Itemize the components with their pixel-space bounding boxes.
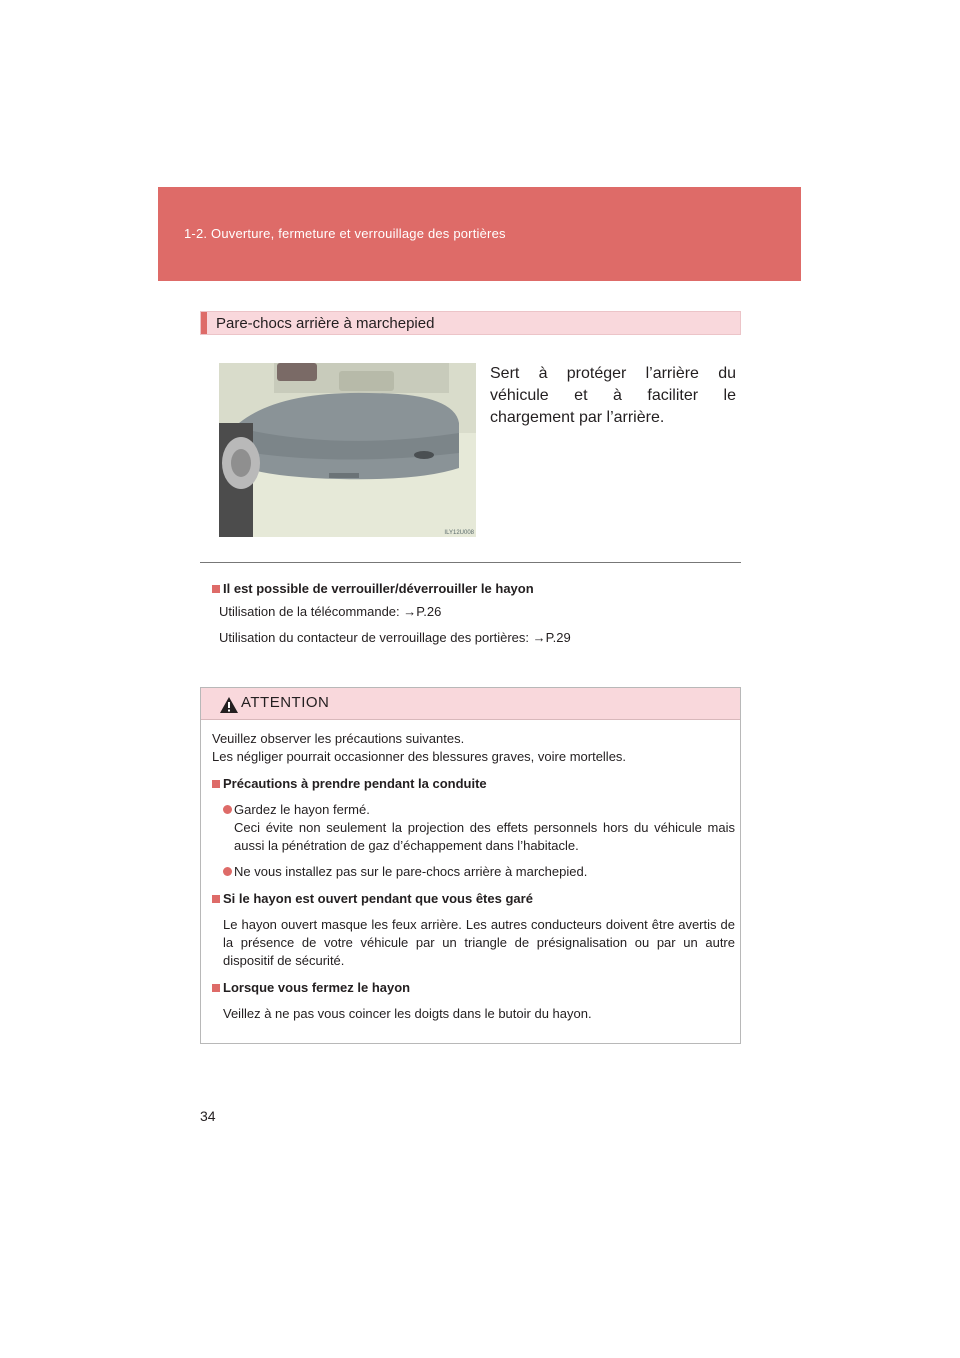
attention-heading-parked-text: Si le hayon est ouvert pendant que vous êtes garé: [223, 891, 533, 906]
warning-triangle-icon: [219, 696, 239, 714]
section-title: Pare-chocs arrière à marchepied: [216, 315, 435, 332]
info-note-heading-text: Il est possible de verrouiller/déverrouiller le hayon: [223, 581, 534, 596]
attention-bullet-1-title: Gardez le hayon fermé.: [234, 802, 370, 817]
attention-heading-driving: [212, 775, 735, 793]
attention-header: [201, 688, 740, 720]
rear-bumper-drawing: [219, 363, 476, 537]
square-bullet-icon: [212, 585, 220, 593]
image-code: ILY12U008: [444, 530, 474, 536]
attention-box: [200, 687, 741, 1044]
attention-title: ATTENTION: [241, 694, 330, 711]
section-description: Sert à protéger l’arrière du véhicule et à faciliter le chargement par l’arrière.: [490, 365, 736, 426]
square-bullet-icon: [212, 895, 220, 903]
attention-intro-1: Veuillez observer les précautions suivantes.: [212, 731, 465, 746]
lock-switch-reference: Utilisation du contacteur de verrouillage des portières: →P.29: [219, 630, 571, 645]
attention-bullet-close-hatch: [212, 801, 735, 855]
chapter-title: 1-2. Ouverture, fermeture et verrouillage des portières: [184, 226, 506, 241]
attention-intro-2: Les négliger pourrait occasionner des blessures graves, voire mortelles.: [212, 749, 627, 764]
attention-body: [212, 730, 735, 1023]
attention-parked-text: Le hayon ouvert masque les feux arrière. Les autres conducteurs doivent être avertis de la présence de votre véhicule par un triangle de présignalisation ou par un autre dispositif de sécurité.: [223, 917, 735, 968]
attention-closing-text: Veillez à ne pas vous coincer les doigts dans le butoir du hayon.: [223, 1006, 592, 1021]
chapter-header-band: [158, 187, 801, 281]
remote-reference: Utilisation de la télécommande: →P.26: [219, 604, 442, 619]
round-bullet-icon: [223, 805, 232, 814]
square-bullet-icon: [212, 984, 220, 992]
page-number: 34: [200, 1108, 216, 1124]
attention-bullet-1-text: Ceci évite non seulement la projection des effets personnels hors du véhicule mais aussi la pénétration de gaz d’échappement dans l’habitacle.: [234, 820, 735, 853]
section-title-box: [200, 311, 741, 335]
section-title-accent: [201, 312, 207, 334]
attention-bullet-no-sitting: [212, 863, 735, 881]
attention-bullet-2-text: Ne vous installez pas sur le pare-chocs arrière à marchepied.: [234, 864, 588, 879]
attention-heading-parked: [212, 890, 735, 908]
attention-heading-closing: [212, 979, 735, 997]
round-bullet-icon: [223, 867, 232, 876]
attention-heading-driving-text: Précautions à prendre pendant la conduite: [223, 776, 487, 791]
square-bullet-icon: [212, 780, 220, 788]
info-note: [212, 581, 742, 647]
rear-bumper-illustration: [219, 363, 476, 537]
attention-heading-closing-text: Lorsque vous fermez le hayon: [223, 980, 411, 995]
section-divider: [200, 562, 741, 563]
info-note-heading: [212, 581, 742, 596]
